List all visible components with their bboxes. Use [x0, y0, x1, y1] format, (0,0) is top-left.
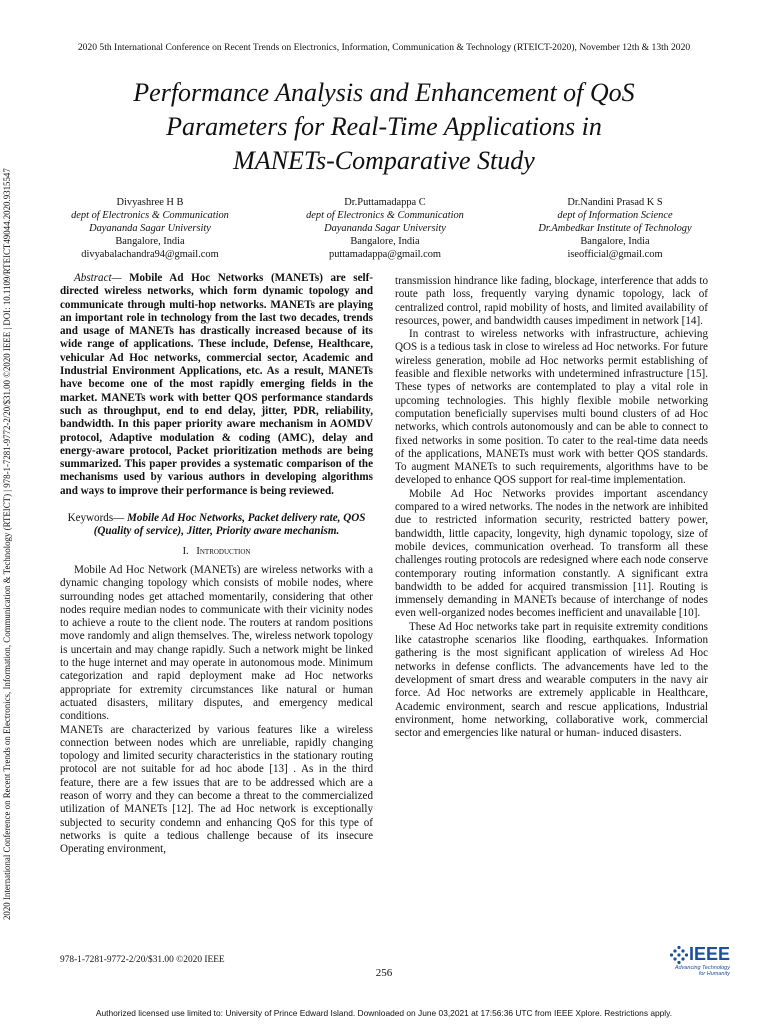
ieee-diamond-icon [669, 945, 689, 965]
abstract [60, 272, 373, 498]
author-org: Dr.Ambedkar Institute of Technology [538, 223, 692, 234]
author-dept: dept of Information Science [557, 210, 673, 221]
author-name: Divyashree H B [116, 197, 184, 208]
paragraph: In contrast to wireless networks with infrastructure, achieving QOS is a tedious task in close to wireless ad Hoc networks. For future wireless generation, mobile ad Hoc networks permit establishing of feasible and flexible networks with undetermined infrastructure [15]. These types of networks are contemplated to play a vital role in upcoming technologies. This highly flexible mobile networking computation beneficially supervises multi bound clusters of ad Hoc networks, which controls autonomously and can be able to connect to fixed networks in some position. To cater to the real-time data needs of the applications, MANETs must work with better QOS standards. To augment MANETs to such requirements, algorithms have to be developed to enhance QOS support for real-time implementation. [395, 328, 708, 487]
author-block-1 [25, 196, 275, 261]
paragraph: These Ad Hoc networks take part in requisite extremity conditions like catastrophe scenarios like flooding, earthquakes. Information gathering is the most significant application of wireless Ad Hoc networks in defense conflicts. The advancements have led to the development of smart dress and wearable computers in the navy air force. Ad Hoc networks are extremely applicable in Healthcare, Academic environment, search and rescue applications, Industrial environment, home networking, collaborative work, commercial sector and emergencies like natural or human- induced disasters. [395, 620, 708, 740]
section-title: Introduction [196, 545, 251, 557]
paragraph: MANETs are characterized by various features like a wireless connection between nodes which are unreliable, rapidly changing topology and limited security characteristics in the stationary routing protocol are not suitable for ad hoc abode [13] . As in the third feature, there are a few issues that are to be addressed which are a reason of worry and they can become a threat to the commercialized utilization of MANETs [12]. The ad Hoc network is exceptionally subjected to security condemn and enhancing QoS for this type of networks is quite a tedious challenge because of its insecure Operating environment, [60, 723, 373, 856]
doi-sidebar: 2020 International Conference on Recent Trends on Electronics, Information, Communication & Technology (RTEICT) | 978-1-7281-9772-2/20/$31.00 ©2020 IEEE | DOI: 10.1109/RTEICT49044.2020.9315547 [2, 168, 12, 920]
paragraph: Mobile Ad Hoc Networks provides important ascendancy compared to a wired networks. The nodes in the network are inhibited due to restricted information security, restricted battery power, bandwidth, little capacity, longevity, high dynamic topology, size of mobile devices, communication overhead. To transform all these challenges routing protocols are redesigned where each node conserve contemporary routing information constantly. A significant extra bandwidth to be added for acquired transmission [11]. Routing is immensely demanding in MANETs because of interchange of nodes even well-organized nodes becomes inefficient and unavailable [10]. [395, 487, 708, 620]
license-notice: Authorized licensed use limited to: University of Prince Edward Island. Downloaded on June 03,2021 at 17:56:36 UTC from IEEE Xplore. Restrictions apply. [95, 1008, 673, 1018]
author-location: Bangalore, India [115, 236, 185, 247]
abstract-label: Abstract— [74, 272, 122, 284]
paper-title [40, 76, 728, 178]
conference-header: 2020 5th International Conference on Recent Trends on Electronics, Information, Communication & Technology (RTEICT-2020), November 12th & 13th 2020 [77, 42, 691, 53]
ieee-logo [650, 944, 730, 977]
author-dept: dept of Electronics & Communication [71, 210, 229, 221]
author-name: Dr.Puttamadappa C [344, 197, 426, 208]
paragraph: transmission hindrance like fading, blockage, interference that adds to route path loss, frequently varying dynamic topology, lack of centralized control, rapid mobility of hosts, and limited availability of resources, power, and bandwidth causes impediment in network [14]. [395, 275, 708, 327]
author-name: Dr.Nandini Prasad K S [567, 197, 663, 208]
copyright-footnote: 978-1-7281-9772-2/20/$31.00 ©2020 IEEE [60, 955, 225, 965]
section-heading [60, 545, 373, 558]
author-email: divyabalachandra94@gmail.com [81, 249, 219, 260]
right-column [395, 275, 708, 740]
keywords-text: Mobile Ad Hoc Networks, Packet delivery rate, QOS (Quality of service), Jitter, Priority aware mechanism. [93, 512, 366, 538]
title-line-3: MANETs-Comparative Study [233, 146, 535, 175]
keywords [60, 512, 373, 539]
author-email: puttamadappa@gmail.com [329, 249, 441, 260]
author-org: Dayananda Sagar University [324, 223, 446, 234]
author-email: iseofficial@gmail.com [567, 249, 663, 260]
author-org: Dayananda Sagar University [89, 223, 211, 234]
title-line-1: Performance Analysis and Enhancement of QoS [133, 78, 635, 107]
author-location: Bangalore, India [580, 236, 650, 247]
section-number: I. [182, 545, 189, 557]
author-dept: dept of Electronics & Communication [306, 210, 464, 221]
abstract-text: Mobile Ad Hoc Networks (MANETs) are self-directed wireless networks, which form dynamic topology and communicate through multi-hop networks. MANETs are playing an important role in technology from the last two decades, trends and usage of MANETs has drastically increased because of its wide range of applications. These include, Defense, Healthcare, vehicular Ad Hoc networks, commercial sector, Academic and Industrial Environment Applications, etc. As a result, MANETs have become one of the most rapidly emerging fields in the market. MANETs work with better QOS performance standards such as throughput, end to end delay, jitter, PDR, reliability, bandwidth. In this paper priority aware mechanism in AOMDV protocol, Adaptive modulation & coding (AMC), delay and energy-aware protocol, Packet prioritization methods are being summarized. This paper provides a systematic comparison of the mechanisms used by various authors in developing algorithms and ways to improve their performance is being reviewed. [60, 272, 373, 497]
keywords-label: Keywords— [67, 512, 125, 525]
author-block-3 [490, 196, 740, 261]
title-line-2: Parameters for Real-Time Applications in [166, 112, 602, 141]
ieee-tagline-2: for Humanity [698, 971, 730, 977]
author-location: Bangalore, India [350, 236, 420, 247]
ieee-wordmark: IEEE [688, 944, 730, 964]
author-block-2 [260, 196, 510, 261]
paragraph: Mobile Ad Hoc Network (MANETs) are wireless networks with a dynamic changing topology which consists of mobile nodes, where surrounding nodes get attached momentarily, considering that other nodes require median nodes to communicate with their vicinity nodes to achieve a route to the client node. The routers at random positions move randomly and align themselves. The, wireless network topology is uncertain and may change rapidly. Such a network might be linked to the huge internet and may operate in autonomous mode. Minimum categorization and rapid deployment make ad Hoc networks appropriate for extremity circumstances like natural or human actuated disasters, military disputes, and emergency medical conditions. [60, 563, 373, 723]
left-column [60, 272, 373, 856]
page-number: 256 [375, 967, 393, 979]
ieee-tagline-1: Advancing Technology [674, 965, 730, 971]
